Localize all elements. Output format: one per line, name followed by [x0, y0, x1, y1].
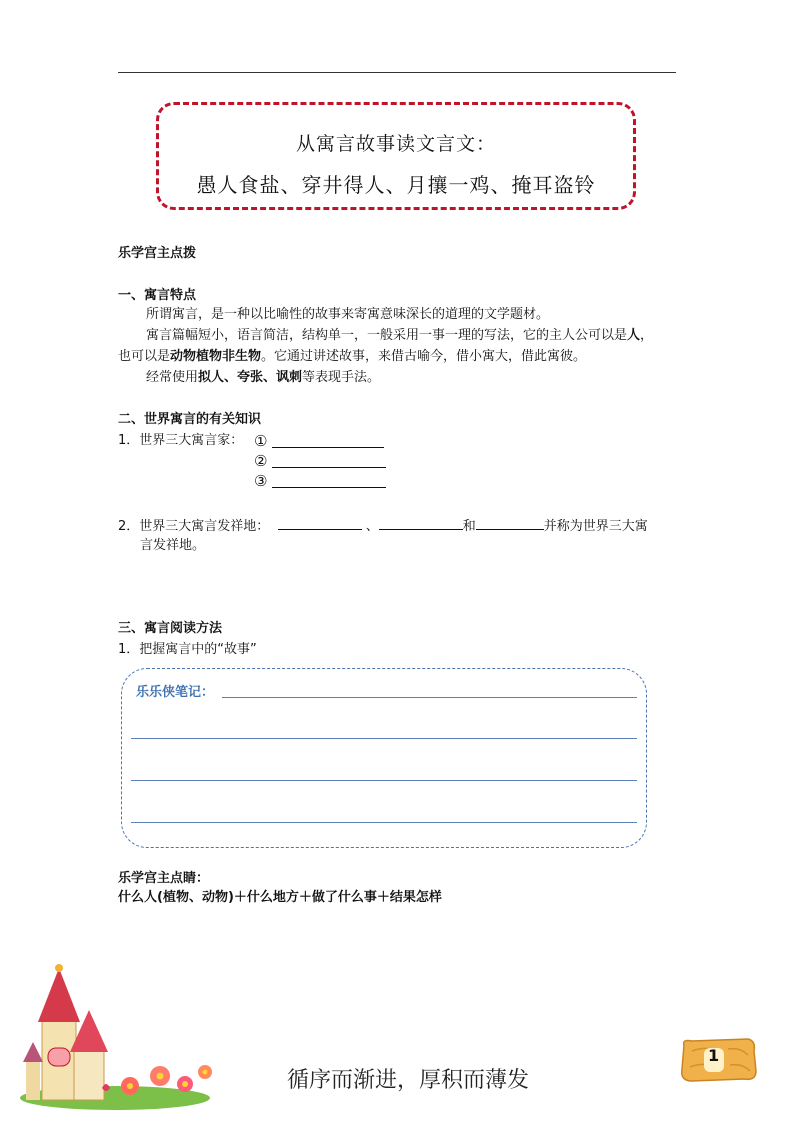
question-1-label: 1．世界三大寓言家： — [118, 433, 244, 448]
answer-blank-1[interactable] — [272, 433, 384, 448]
title-line-1: 从寓言故事读文言文： — [295, 133, 496, 155]
question-2-cont: 言发祥地。 — [140, 538, 206, 553]
title-box — [156, 102, 636, 210]
tip-heading: 乐学宫主点睛： — [118, 871, 210, 886]
footer-motto: 循序而渐进，厚积而薄发 — [286, 1068, 529, 1093]
answer-blank-2[interactable] — [272, 453, 386, 468]
section-1-paragraph-3: 经常使用拟人、夸张、讽刺等表现手法。 — [146, 370, 381, 385]
section-1-paragraph-2-cont: 也可以是动物植物非生物。它通过讲述故事，来借古喻今，借小寓大，借此寓彼。 — [118, 349, 587, 364]
title-line-2: 愚人食盐、穿井得人、月攘一鸡、掩耳盗铃 — [196, 173, 596, 197]
section-1-heading: 一、寓言特点 — [118, 288, 197, 303]
notes-label: 乐乐侠笔记： — [136, 685, 215, 700]
section-1-paragraph-1: 所谓寓言，是一种以比喻性的故事来寄寓意味深长的道理的文学题材。 — [146, 307, 550, 322]
answer-blank-5[interactable] — [379, 515, 463, 530]
notes-line-1[interactable] — [222, 697, 637, 698]
notes-line-4[interactable] — [131, 822, 637, 823]
answer-marker-1: ① — [254, 432, 268, 450]
question-2: 2．世界三大寓言发祥地： 、 和 并称为世界三大寓 — [118, 515, 648, 537]
notes-line-3[interactable] — [131, 780, 637, 781]
section-3-item-1: 1．把握寓言中的“故事” — [118, 642, 257, 657]
page-number: 1 — [708, 1046, 720, 1065]
answer-blank-3[interactable] — [272, 473, 386, 488]
section-1-paragraph-2: 寓言篇幅短小，语言简洁，结构单一，一般采用一事一理的写法，它的主人公可以是人， — [146, 328, 654, 343]
section-3-heading: 三、寓言阅读方法 — [118, 621, 223, 636]
tip-text: 什么人(植物、动物)＋什么地方＋做了什么事＋结果怎样 — [118, 890, 442, 905]
notes-line-2[interactable] — [131, 738, 637, 739]
answer-marker-2: ② — [254, 452, 268, 470]
header-rule — [118, 72, 676, 73]
section-2-heading: 二、世界寓言的有关知识 — [118, 412, 262, 427]
answer-marker-3: ③ — [254, 472, 268, 490]
section-intro-heading: 乐学宫主点拨 — [118, 246, 197, 261]
answer-blank-4[interactable] — [278, 515, 362, 530]
answer-blank-6[interactable] — [476, 515, 544, 530]
